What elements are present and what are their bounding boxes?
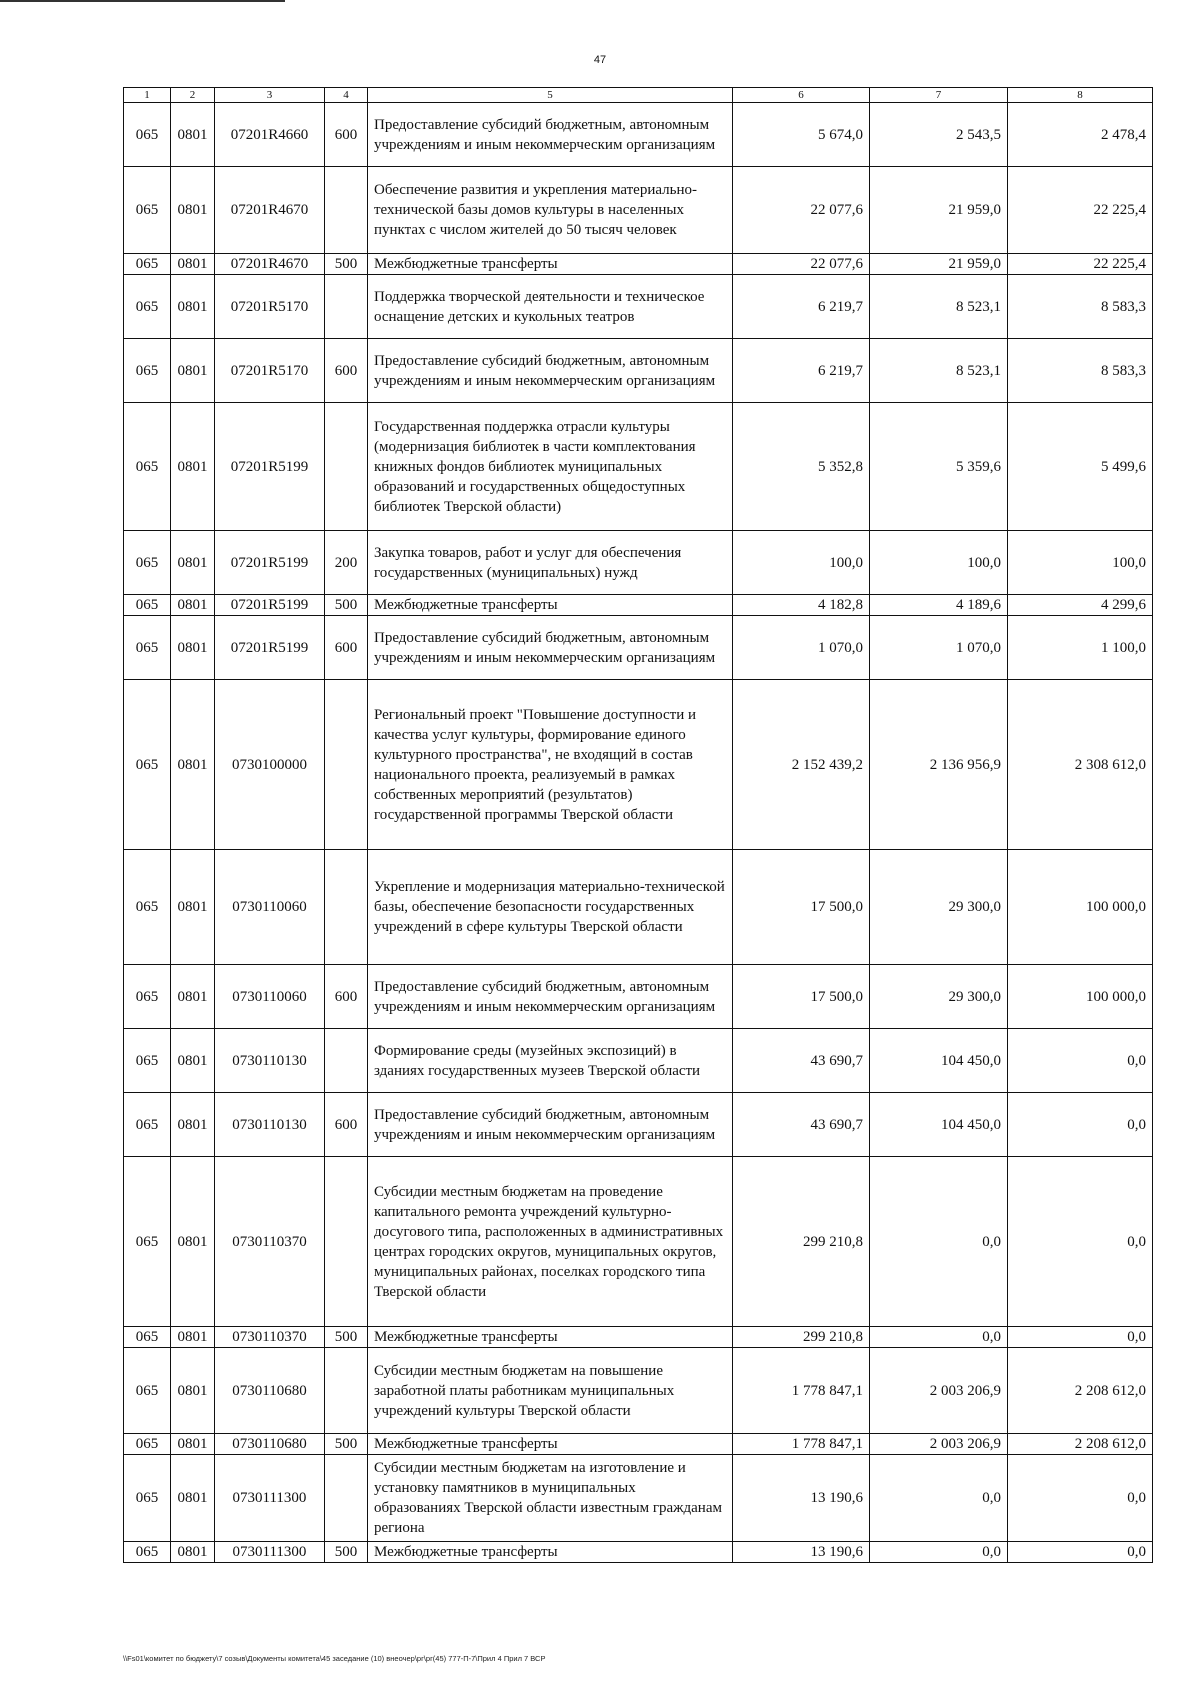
cell-target-code: 0730110680 xyxy=(215,1434,325,1455)
cell-amount-year2: 2 136 956,9 xyxy=(870,680,1008,850)
cell-amount-year1: 17 500,0 xyxy=(733,965,870,1029)
cell-expense-type xyxy=(325,275,368,339)
cell-amount-year3: 4 299,6 xyxy=(1008,595,1153,616)
cell-admin-code: 065 xyxy=(124,616,171,680)
cell-amount-year2: 0,0 xyxy=(870,1542,1008,1563)
cell-amount-year3: 0,0 xyxy=(1008,1542,1153,1563)
cell-amount-year2: 1 070,0 xyxy=(870,616,1008,680)
header-row xyxy=(124,88,1153,103)
cell-amount-year1: 43 690,7 xyxy=(733,1029,870,1093)
cell-section-code: 0801 xyxy=(171,1157,215,1327)
cell-admin-code: 065 xyxy=(124,1327,171,1348)
cell-section-code: 0801 xyxy=(171,1348,215,1434)
cell-expense-type: 600 xyxy=(325,339,368,403)
cell-admin-code: 065 xyxy=(124,965,171,1029)
cell-description: Обеспечение развития и укрепления материально-технической базы домов культуры в населенных пунктах с числом жителей до 50 тысяч человек xyxy=(368,167,733,254)
cell-admin-code: 065 xyxy=(124,167,171,254)
cell-target-code: 07201R4670 xyxy=(215,254,325,275)
cell-target-code: 0730100000 xyxy=(215,680,325,850)
cell-description: Формирование среды (музейных экспозиций) в зданиях государственных музеев Тверской области xyxy=(368,1029,733,1093)
cell-description: Предоставление субсидий бюджетным, автономным учреждениям и иным некоммерческим организациям xyxy=(368,1093,733,1157)
cell-section-code: 0801 xyxy=(171,595,215,616)
cell-target-code: 07201R5199 xyxy=(215,531,325,595)
cell-amount-year3: 2 308 612,0 xyxy=(1008,680,1153,850)
cell-amount-year2: 21 959,0 xyxy=(870,167,1008,254)
cell-amount-year1: 1 778 847,1 xyxy=(733,1434,870,1455)
cell-admin-code: 065 xyxy=(124,1093,171,1157)
cell-target-code: 0730110060 xyxy=(215,850,325,965)
cell-section-code: 0801 xyxy=(171,616,215,680)
cell-section-code: 0801 xyxy=(171,167,215,254)
cell-target-code: 0730110130 xyxy=(215,1029,325,1093)
table-row xyxy=(124,965,1153,1029)
cell-amount-year2: 0,0 xyxy=(870,1157,1008,1327)
cell-admin-code: 065 xyxy=(124,850,171,965)
cell-target-code: 0730110680 xyxy=(215,1348,325,1434)
cell-admin-code: 065 xyxy=(124,680,171,850)
cell-expense-type xyxy=(325,1157,368,1327)
cell-admin-code: 065 xyxy=(124,275,171,339)
cell-amount-year2: 100,0 xyxy=(870,531,1008,595)
cell-amount-year3: 2 208 612,0 xyxy=(1008,1348,1153,1434)
cell-amount-year2: 2 543,5 xyxy=(870,103,1008,167)
cell-amount-year2: 0,0 xyxy=(870,1455,1008,1542)
table-row xyxy=(124,1157,1153,1327)
cell-amount-year2: 8 523,1 xyxy=(870,275,1008,339)
cell-amount-year3: 1 100,0 xyxy=(1008,616,1153,680)
cell-expense-type xyxy=(325,850,368,965)
cell-expense-type: 500 xyxy=(325,595,368,616)
table-row xyxy=(124,254,1153,275)
cell-amount-year1: 13 190,6 xyxy=(733,1455,870,1542)
cell-expense-type: 600 xyxy=(325,1093,368,1157)
cell-amount-year1: 22 077,6 xyxy=(733,254,870,275)
cell-amount-year1: 5 674,0 xyxy=(733,103,870,167)
cell-amount-year3: 0,0 xyxy=(1008,1455,1153,1542)
cell-amount-year1: 299 210,8 xyxy=(733,1157,870,1327)
cell-target-code: 0730110370 xyxy=(215,1157,325,1327)
cell-amount-year2: 5 359,6 xyxy=(870,403,1008,531)
cell-expense-type: 600 xyxy=(325,616,368,680)
table-row xyxy=(124,1455,1153,1542)
cell-amount-year3: 100 000,0 xyxy=(1008,850,1153,965)
cell-amount-year3: 0,0 xyxy=(1008,1327,1153,1348)
cell-description: Межбюджетные трансферты xyxy=(368,1327,733,1348)
page-number: 47 xyxy=(593,54,607,66)
cell-amount-year1: 1 070,0 xyxy=(733,616,870,680)
cell-description: Предоставление субсидий бюджетным, автономным учреждениям и иным некоммерческим организациям xyxy=(368,965,733,1029)
budget-table xyxy=(123,87,1153,1563)
cell-expense-type xyxy=(325,167,368,254)
table-row xyxy=(124,275,1153,339)
col-header: 6 xyxy=(733,88,870,103)
cell-expense-type xyxy=(325,403,368,531)
cell-description: Субсидии местным бюджетам на проведение капитального ремонта учреждений культурно-досугового типа, расположенных в административных центрах городских округов, муниципальных округов, муниципальных районах, поселках городского типа Тверской области xyxy=(368,1157,733,1327)
cell-description: Поддержка творческой деятельности и техническое оснащение детских и кукольных театров xyxy=(368,275,733,339)
cell-description: Субсидии местным бюджетам на изготовление и установку памятников в муниципальных образованиях Тверской области известным гражданам региона xyxy=(368,1455,733,1542)
cell-target-code: 07201R4670 xyxy=(215,167,325,254)
cell-description: Укрепление и модернизация материально-технической базы, обеспечение безопасности государственных учреждений в сфере культуры Тверской области xyxy=(368,850,733,965)
cell-expense-type: 500 xyxy=(325,1542,368,1563)
cell-expense-type: 200 xyxy=(325,531,368,595)
cell-amount-year2: 21 959,0 xyxy=(870,254,1008,275)
cell-target-code: 07201R4660 xyxy=(215,103,325,167)
table-row xyxy=(124,850,1153,965)
col-header: 1 xyxy=(124,88,171,103)
cell-amount-year1: 1 778 847,1 xyxy=(733,1348,870,1434)
cell-amount-year3: 2 478,4 xyxy=(1008,103,1153,167)
cell-description: Закупка товаров, работ и услуг для обеспечения государственных (муниципальных) нужд xyxy=(368,531,733,595)
cell-amount-year2: 2 003 206,9 xyxy=(870,1434,1008,1455)
cell-amount-year2: 104 450,0 xyxy=(870,1093,1008,1157)
cell-amount-year2: 104 450,0 xyxy=(870,1029,1008,1093)
cell-amount-year1: 2 152 439,2 xyxy=(733,680,870,850)
table-row xyxy=(124,339,1153,403)
cell-target-code: 0730111300 xyxy=(215,1455,325,1542)
cell-amount-year2: 29 300,0 xyxy=(870,850,1008,965)
top-rule xyxy=(0,0,285,2)
col-header: 4 xyxy=(325,88,368,103)
cell-expense-type: 500 xyxy=(325,254,368,275)
cell-amount-year3: 0,0 xyxy=(1008,1093,1153,1157)
col-header: 2 xyxy=(171,88,215,103)
cell-description: Субсидии местным бюджетам на повышение заработной платы работникам муниципальных учреждений культуры Тверской области xyxy=(368,1348,733,1434)
cell-expense-type: 600 xyxy=(325,103,368,167)
cell-description: Межбюджетные трансферты xyxy=(368,595,733,616)
cell-section-code: 0801 xyxy=(171,1542,215,1563)
cell-section-code: 0801 xyxy=(171,1434,215,1455)
cell-description: Межбюджетные трансферты xyxy=(368,254,733,275)
cell-amount-year3: 22 225,4 xyxy=(1008,167,1153,254)
cell-target-code: 0730110370 xyxy=(215,1327,325,1348)
cell-target-code: 0730110060 xyxy=(215,965,325,1029)
cell-admin-code: 065 xyxy=(124,1434,171,1455)
table-row xyxy=(124,403,1153,531)
cell-expense-type: 600 xyxy=(325,965,368,1029)
cell-amount-year2: 29 300,0 xyxy=(870,965,1008,1029)
cell-target-code: 07201R5199 xyxy=(215,403,325,531)
cell-expense-type xyxy=(325,1029,368,1093)
cell-target-code: 07201R5199 xyxy=(215,595,325,616)
cell-section-code: 0801 xyxy=(171,1455,215,1542)
cell-description: Предоставление субсидий бюджетным, автономным учреждениям и иным некоммерческим организациям xyxy=(368,339,733,403)
cell-expense-type xyxy=(325,1455,368,1542)
cell-amount-year3: 5 499,6 xyxy=(1008,403,1153,531)
cell-target-code: 07201R5199 xyxy=(215,616,325,680)
cell-section-code: 0801 xyxy=(171,680,215,850)
cell-description: Предоставление субсидий бюджетным, автономным учреждениям и иным некоммерческим организациям xyxy=(368,616,733,680)
cell-amount-year1: 100,0 xyxy=(733,531,870,595)
cell-target-code: 0730110130 xyxy=(215,1093,325,1157)
cell-amount-year1: 6 219,7 xyxy=(733,339,870,403)
cell-target-code: 07201R5170 xyxy=(215,275,325,339)
cell-admin-code: 065 xyxy=(124,1455,171,1542)
cell-amount-year2: 4 189,6 xyxy=(870,595,1008,616)
cell-target-code: 0730111300 xyxy=(215,1542,325,1563)
table-row xyxy=(124,1542,1153,1563)
cell-target-code: 07201R5170 xyxy=(215,339,325,403)
cell-amount-year1: 299 210,8 xyxy=(733,1327,870,1348)
table-row xyxy=(124,1327,1153,1348)
cell-amount-year1: 6 219,7 xyxy=(733,275,870,339)
cell-amount-year3: 0,0 xyxy=(1008,1029,1153,1093)
cell-amount-year2: 8 523,1 xyxy=(870,339,1008,403)
cell-description: Предоставление субсидий бюджетным, автономным учреждениям и иным некоммерческим организациям xyxy=(368,103,733,167)
cell-description: Межбюджетные трансферты xyxy=(368,1542,733,1563)
cell-section-code: 0801 xyxy=(171,531,215,595)
cell-amount-year1: 5 352,8 xyxy=(733,403,870,531)
cell-admin-code: 065 xyxy=(124,1542,171,1563)
table-row xyxy=(124,616,1153,680)
table-row xyxy=(124,167,1153,254)
table-row xyxy=(124,1029,1153,1093)
col-header: 3 xyxy=(215,88,325,103)
table-row xyxy=(124,531,1153,595)
cell-section-code: 0801 xyxy=(171,1327,215,1348)
table-row xyxy=(124,103,1153,167)
cell-expense-type: 500 xyxy=(325,1327,368,1348)
cell-amount-year3: 8 583,3 xyxy=(1008,339,1153,403)
cell-section-code: 0801 xyxy=(171,254,215,275)
footer-file-path: \\Fs01\комитет по бюджету\7 созыв\Документы комитета\45 заседание (10) внеочер\рг\рг(45) 777-П-7\Прил 4 Прил 7 ВСР xyxy=(123,1654,546,1663)
cell-section-code: 0801 xyxy=(171,339,215,403)
cell-amount-year3: 22 225,4 xyxy=(1008,254,1153,275)
cell-admin-code: 065 xyxy=(124,254,171,275)
cell-admin-code: 065 xyxy=(124,1029,171,1093)
cell-amount-year3: 100 000,0 xyxy=(1008,965,1153,1029)
cell-section-code: 0801 xyxy=(171,403,215,531)
cell-amount-year1: 4 182,8 xyxy=(733,595,870,616)
cell-description: Региональный проект "Повышение доступности и качества услуг культуры, формирование единого культурного пространства", не входящий в состав национального проекта, реализуемый в рамках собственных мероприятий (результатов) государственной программы Тверской области xyxy=(368,680,733,850)
cell-amount-year2: 2 003 206,9 xyxy=(870,1348,1008,1434)
cell-description: Государственная поддержка отрасли культуры (модернизация библиотек в части комплектования книжных фондов библиотек муниципальных образований и государственных общедоступных библиотек Тверской области) xyxy=(368,403,733,531)
cell-section-code: 0801 xyxy=(171,1029,215,1093)
cell-amount-year3: 100,0 xyxy=(1008,531,1153,595)
cell-description: Межбюджетные трансферты xyxy=(368,1434,733,1455)
cell-amount-year3: 8 583,3 xyxy=(1008,275,1153,339)
cell-section-code: 0801 xyxy=(171,103,215,167)
cell-admin-code: 065 xyxy=(124,531,171,595)
cell-section-code: 0801 xyxy=(171,275,215,339)
cell-section-code: 0801 xyxy=(171,1093,215,1157)
table-row xyxy=(124,680,1153,850)
cell-amount-year3: 2 208 612,0 xyxy=(1008,1434,1153,1455)
cell-admin-code: 065 xyxy=(124,103,171,167)
cell-amount-year1: 22 077,6 xyxy=(733,167,870,254)
cell-section-code: 0801 xyxy=(171,965,215,1029)
cell-amount-year2: 0,0 xyxy=(870,1327,1008,1348)
col-header: 7 xyxy=(870,88,1008,103)
cell-expense-type xyxy=(325,1348,368,1434)
cell-amount-year3: 0,0 xyxy=(1008,1157,1153,1327)
table-row xyxy=(124,1093,1153,1157)
cell-section-code: 0801 xyxy=(171,850,215,965)
table-row xyxy=(124,1434,1153,1455)
table-row xyxy=(124,1348,1153,1434)
cell-amount-year1: 17 500,0 xyxy=(733,850,870,965)
cell-admin-code: 065 xyxy=(124,595,171,616)
col-header: 5 xyxy=(368,88,733,103)
cell-expense-type xyxy=(325,680,368,850)
cell-admin-code: 065 xyxy=(124,1348,171,1434)
cell-amount-year1: 43 690,7 xyxy=(733,1093,870,1157)
table-row xyxy=(124,595,1153,616)
cell-admin-code: 065 xyxy=(124,403,171,531)
cell-expense-type: 500 xyxy=(325,1434,368,1455)
col-header: 8 xyxy=(1008,88,1153,103)
cell-admin-code: 065 xyxy=(124,339,171,403)
cell-admin-code: 065 xyxy=(124,1157,171,1327)
cell-amount-year1: 13 190,6 xyxy=(733,1542,870,1563)
